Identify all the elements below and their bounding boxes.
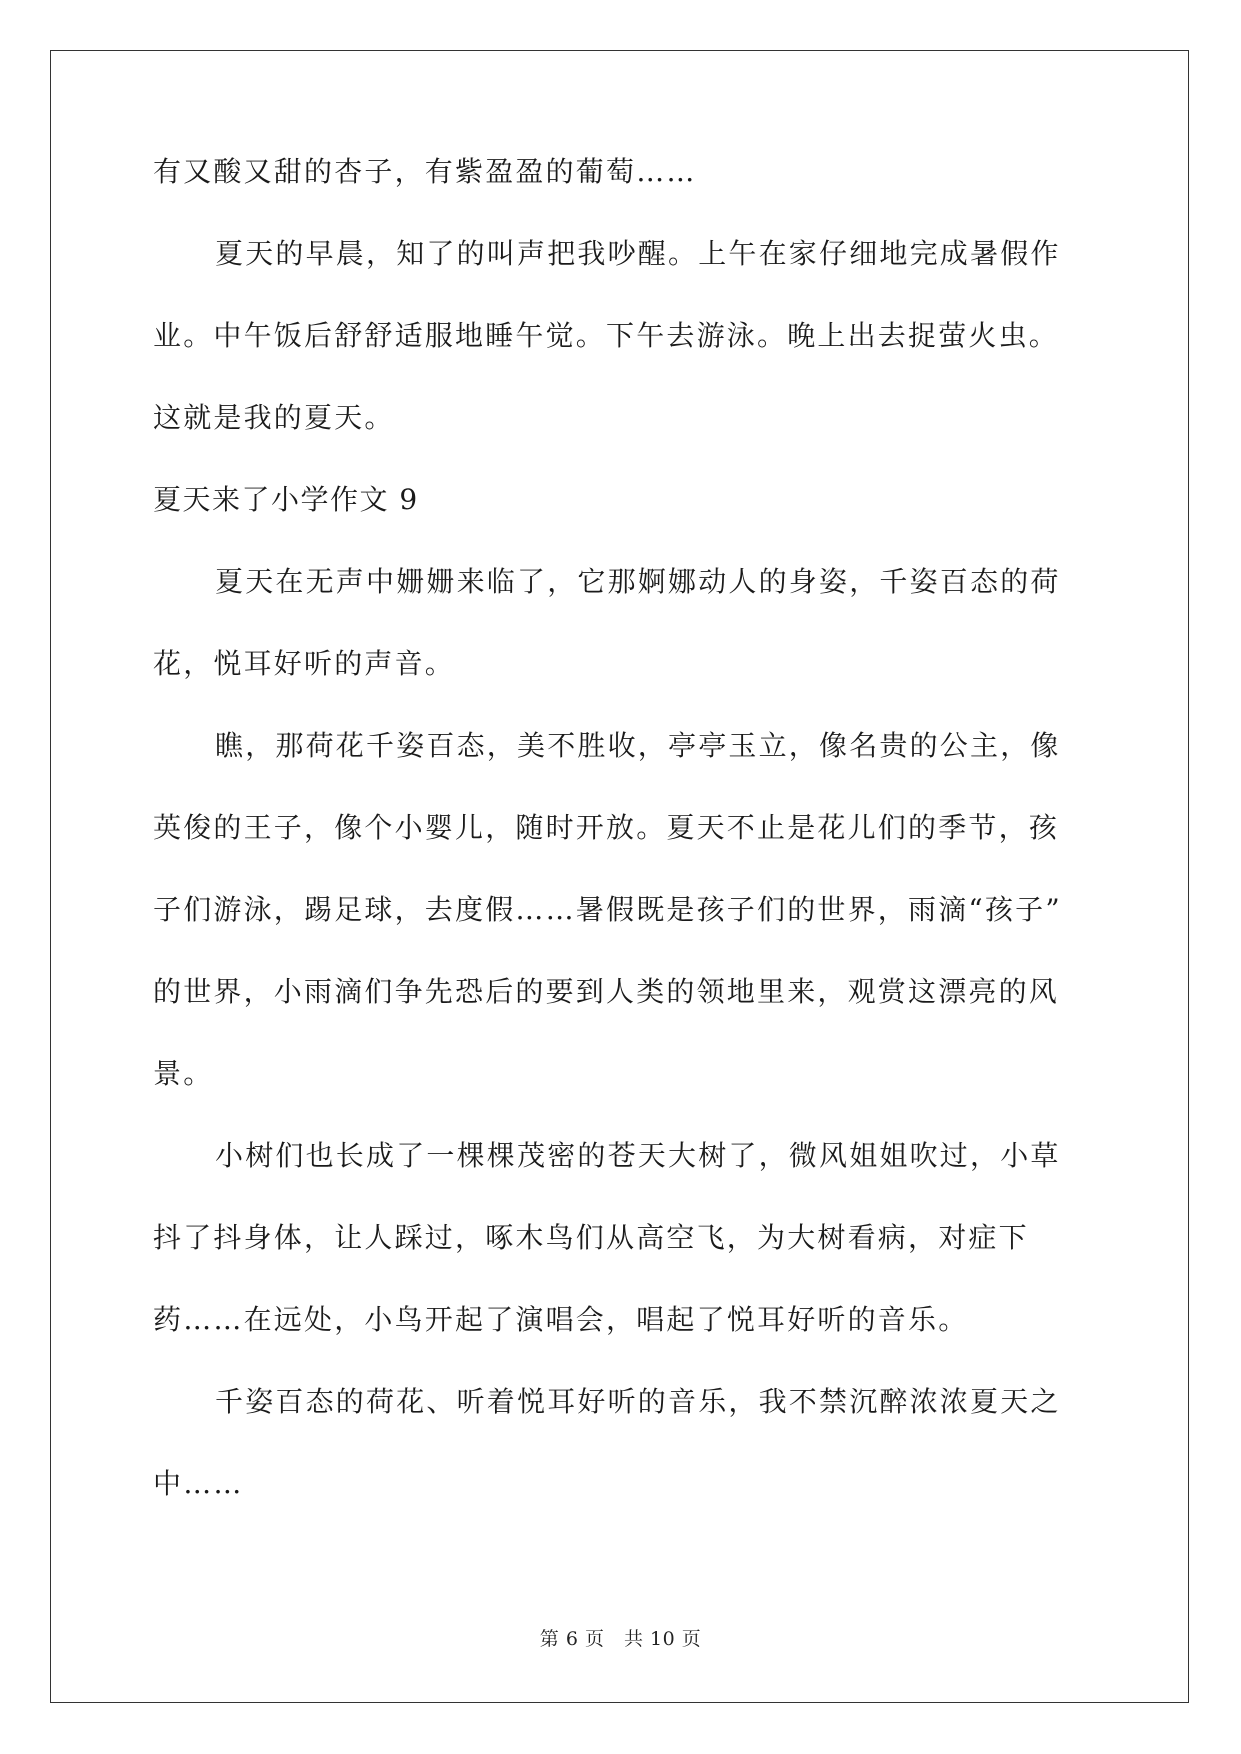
document-body xyxy=(153,155,1093,1552)
text-line-4: 这就是我的夏天。 xyxy=(153,401,395,434)
text-line-14: 抖了抖身体，让人踩过，啄木鸟们从高空飞，为大树看病，对症下 xyxy=(153,1221,1029,1254)
text-line-1: 有又酸又甜的杏子，有紫盈盈的葡萄…… xyxy=(153,155,697,188)
text-line-8: 瞧，那荷花千姿百态，美不胜收，亭亭玉立，像名贵的公主，像 xyxy=(215,729,1061,762)
text-line-17: 中…… xyxy=(153,1467,244,1500)
text-line-15: 药……在远处，小鸟开起了演唱会，唱起了悦耳好听的音乐。 xyxy=(153,1303,969,1336)
text-line-10: 子们游泳，踢足球，去度假……暑假既是孩子们的世界，雨滴“孩子” xyxy=(153,893,1062,926)
text-line-7: 花，悦耳好听的声音。 xyxy=(153,647,456,680)
text-line-6: 夏天在无声中姗姗来临了，它那婀娜动人的身姿，千姿百态的荷 xyxy=(215,565,1061,598)
text-line-12: 景。 xyxy=(153,1057,214,1090)
text-line-11: 的世界，小雨滴们争先恐后的要到人类的领地里来，观赏这漂亮的风 xyxy=(153,975,1060,1008)
text-line-3: 业。中午饭后舒舒适服地睡午觉。下午去游泳。晚上出去捉萤火虫。 xyxy=(153,319,1060,352)
text-line-2: 夏天的早晨，知了的叫声把我吵醒。上午在家仔细地完成暑假作 xyxy=(215,237,1061,270)
page-number-footer: 第 6 页 共 10 页 xyxy=(539,1628,702,1650)
section-heading: 夏天来了小学作文 9 xyxy=(153,483,419,516)
text-line-9: 英俊的王子，像个小婴儿，随时开放。夏天不止是花儿们的季节，孩 xyxy=(153,811,1060,844)
text-line-13: 小树们也长成了一棵棵茂密的苍天大树了，微风姐姐吹过，小草 xyxy=(215,1139,1061,1172)
text-line-16: 千姿百态的荷花、听着悦耳好听的音乐，我不禁沉醉浓浓夏天之 xyxy=(215,1385,1061,1418)
